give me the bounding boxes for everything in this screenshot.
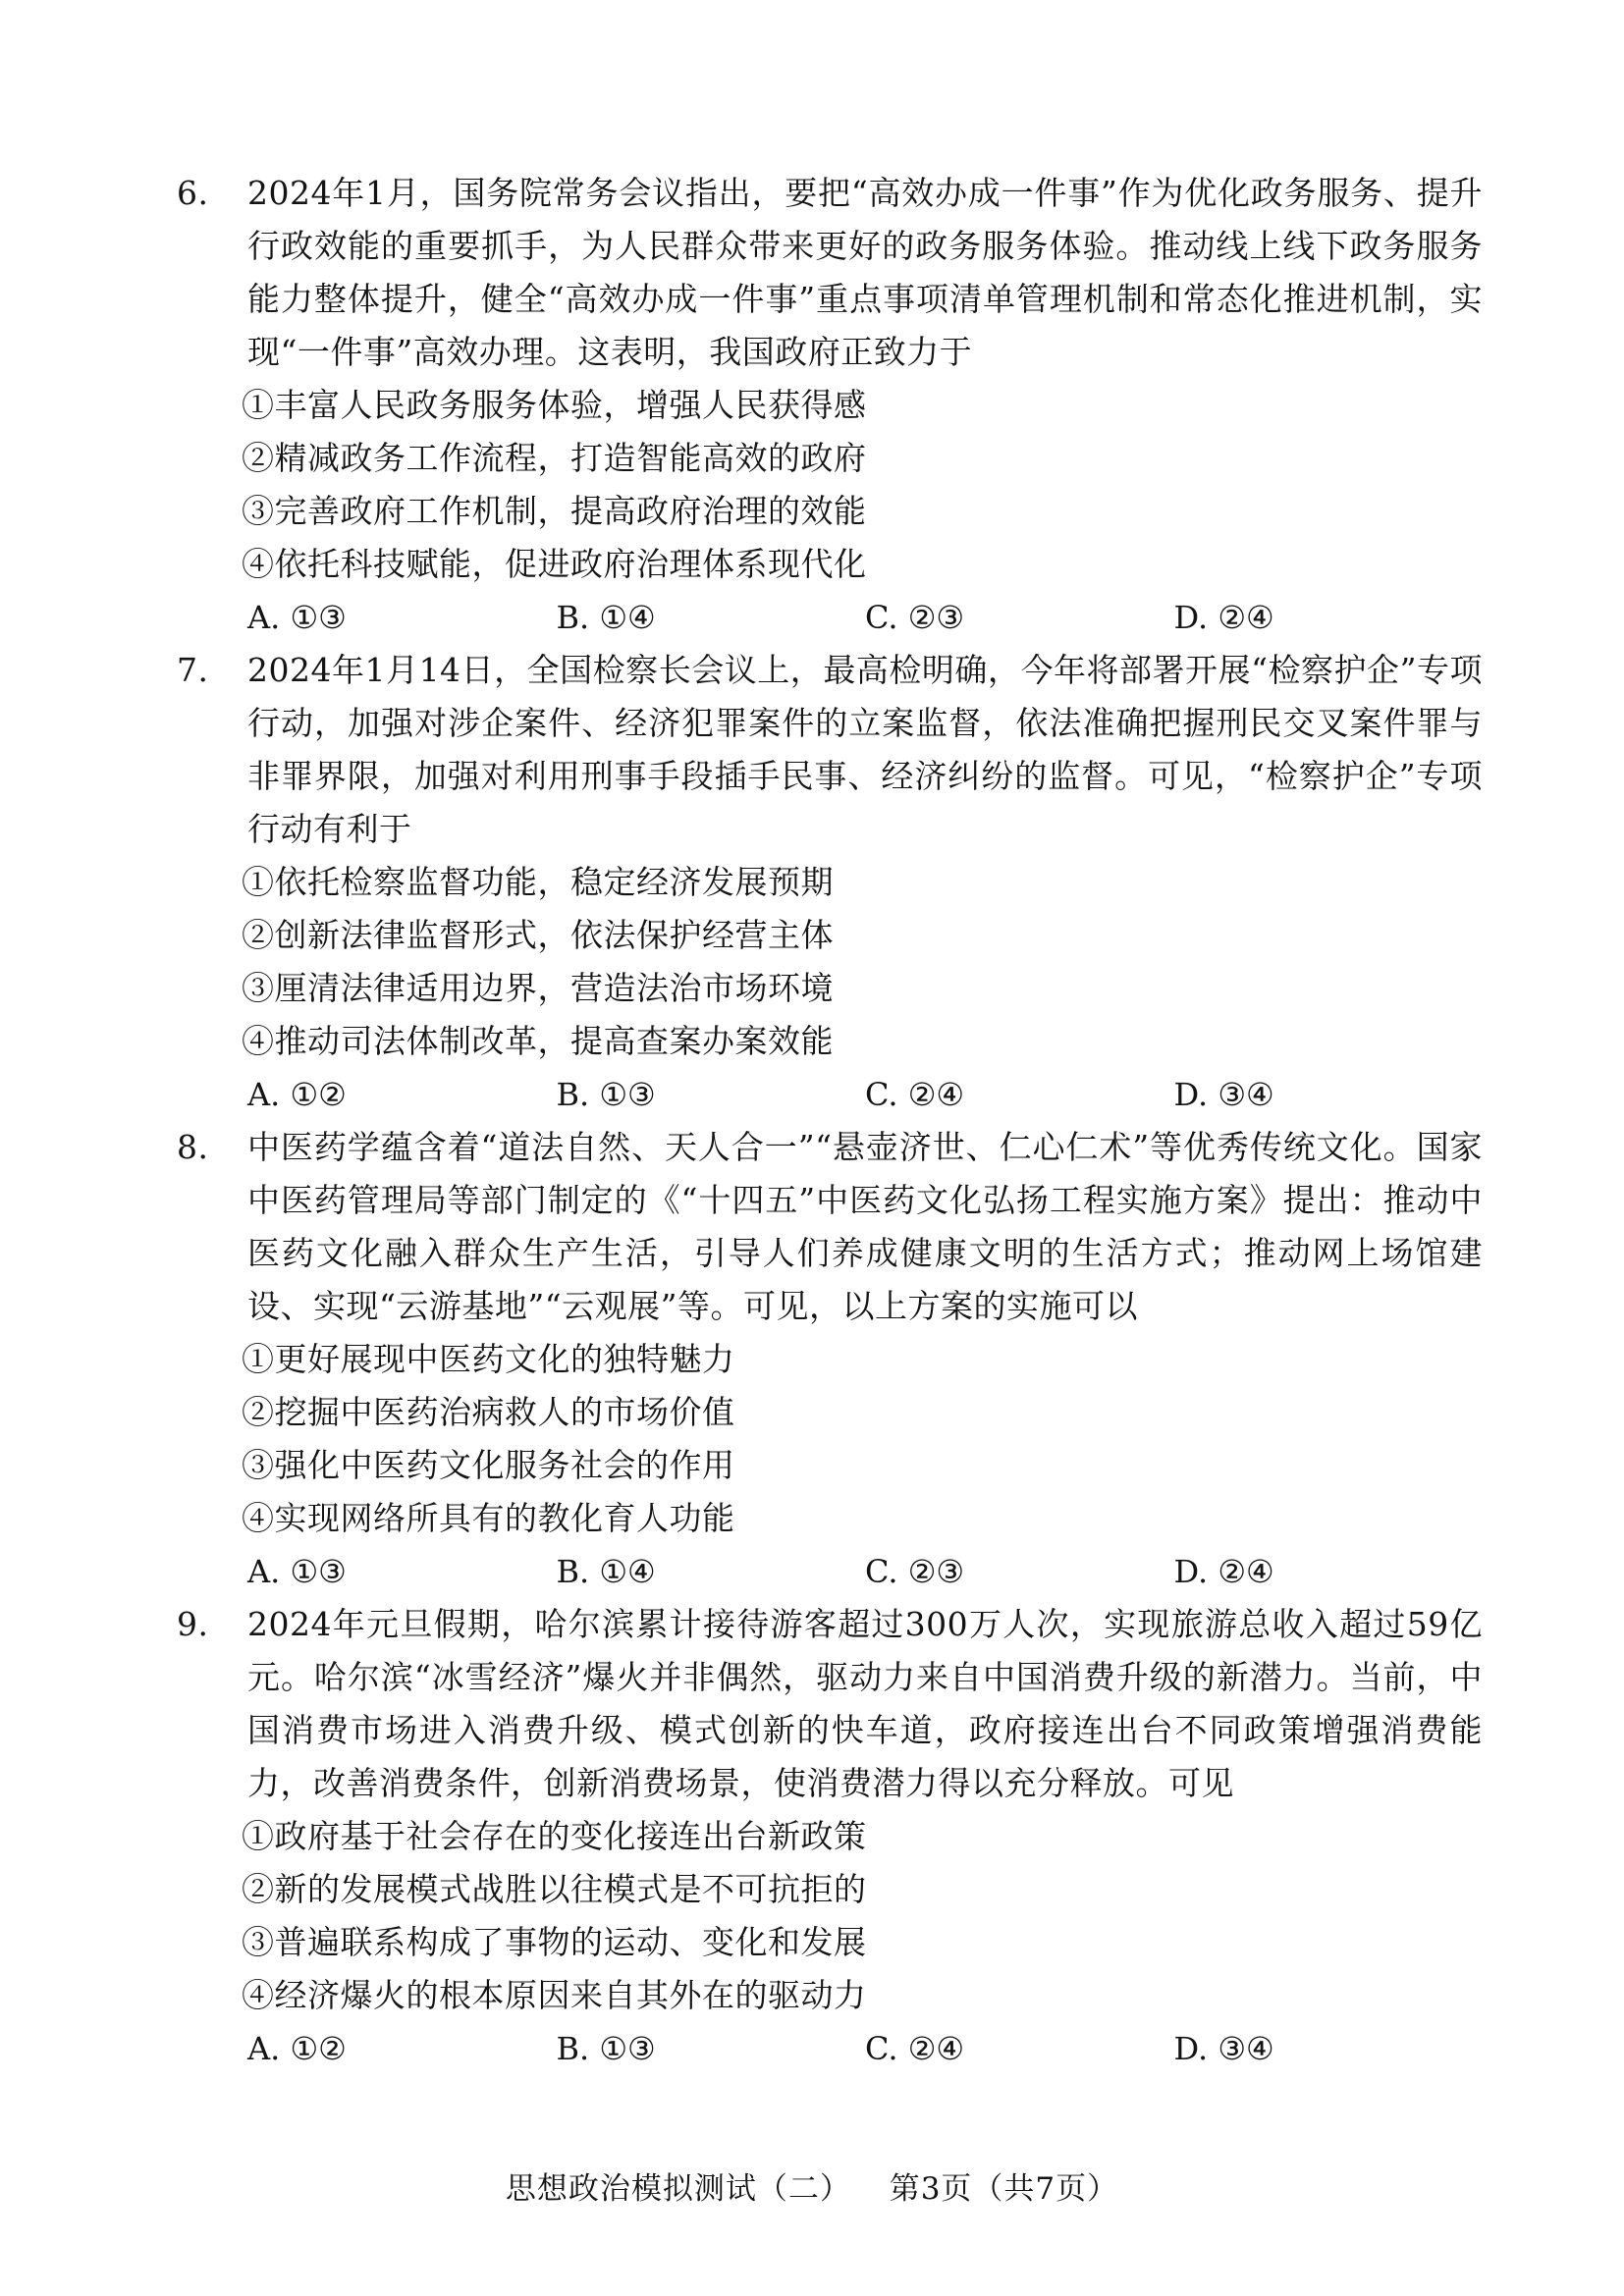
choice-d[interactable]: D. ②④ [1173,1553,1274,1590]
question-number: 6. [177,174,209,212]
question-stem [177,1121,1483,1333]
choice-b[interactable]: B. ①③ [556,2030,656,2067]
choice-c[interactable]: C. ②③ [865,1553,965,1590]
question-number: 7. [177,651,209,689]
statement-list [177,856,1483,1068]
statement-2: ②新的发展模式战胜以往模式是不可抗拒的 [242,1870,867,1908]
question-text: 2024年元旦假期，哈尔滨累计接待游客超过300万人次，实现旅游总收入超过59亿元。哈尔滨“冰雪经济”爆火并非偶然，驱动力来自中国消费升级的新潜力。当前，中国消费市场进入消费升级、模式创新的快车道，政府接连出台不同政策增强消费能力，改善消费条件，创新消费场景，使消费潜力得以充分释放。可见 [247,1605,1483,1802]
statement-1: ①丰富人民政务服务体验，增强人民获得感 [242,386,867,424]
answer-choices [177,591,1483,644]
page-footer [0,2167,1624,2211]
question-number: 8. [177,1128,209,1166]
choice-d[interactable]: D. ②④ [1173,599,1274,636]
answer-choices [177,1545,1483,1598]
choice-a[interactable]: A. ①③ [247,1553,347,1590]
question-6 [177,167,1483,644]
statement-list [177,1333,1483,1545]
statement-3: ③强化中医药文化服务社会的作用 [242,1446,735,1484]
choice-c[interactable]: C. ②③ [865,599,965,636]
statement-3: ③完善政府工作机制，提高政府治理的效能 [242,492,867,530]
question-number: 9. [177,1605,209,1643]
statement-1: ①依托检察监督功能，稳定经济发展预期 [242,863,834,901]
statement-list [177,379,1483,591]
statement-3: ③厘清法律适用边界，营造法治市场环境 [242,969,834,1007]
statement-4: ④实现网络所具有的教化育人功能 [242,1499,735,1537]
statement-4: ④经济爆火的根本原因来自其外在的驱动力 [242,1976,867,2014]
choice-a[interactable]: A. ①③ [247,599,347,636]
statement-1: ①更好展现中医药文化的独特魅力 [242,1340,735,1378]
choice-d[interactable]: D. ③④ [1173,1076,1274,1113]
statement-4: ④推动司法体制改革，提高查案办案效能 [242,1022,834,1060]
exam-title: 思想政治模拟测试（二） [505,2171,851,2207]
choice-a[interactable]: A. ①② [247,1076,347,1113]
choice-a[interactable]: A. ①② [247,2030,347,2067]
question-7 [177,644,1483,1121]
page-indicator: 第3页（共7页） [889,2171,1119,2207]
question-stem [177,644,1483,856]
question-stem [177,167,1483,379]
statement-3: ③普遍联系构成了事物的运动、变化和发展 [242,1923,867,1961]
answer-choices [177,2022,1483,2075]
statement-2: ②挖掘中医药治病救人的市场价值 [242,1393,735,1431]
choice-b[interactable]: B. ①③ [556,1076,656,1113]
statement-1: ①政府基于社会存在的变化接连出台新政策 [242,1817,867,1855]
question-stem [177,1598,1483,1810]
question-text: 中医药学蕴含着“道法自然、天人合一”“悬壶济世、仁心仁术”等优秀传统文化。国家中医药管理局等部门制定的《“十四五”中医药文化弘扬工程实施方案》提出：推动中医药文化融入群众生产生活，引导人们养成健康文明的生活方式；推动网上场馆建设、实现“云游基地”“云观展”等。可见，以上方案的实施可以 [247,1128,1483,1325]
choice-d[interactable]: D. ③④ [1173,2030,1274,2067]
choice-b[interactable]: B. ①④ [556,599,656,636]
question-9 [177,1598,1483,2075]
answer-choices [177,1068,1483,1121]
statement-4: ④依托科技赋能，促进政府治理体系现代化 [242,545,867,583]
question-8 [177,1121,1483,1598]
choice-b[interactable]: B. ①④ [556,1553,656,1590]
choice-c[interactable]: C. ②④ [865,2030,965,2067]
question-text: 2024年1月14日，全国检察长会议上，最高检明确，今年将部署开展“检察护企”专项行动，加强对涉企案件、经济犯罪案件的立案监督，依法准确把握刑民交叉案件罪与非罪界限，加强对利用刑事手段插手民事、经济纠纷的监督。可见，“检察护企”专项行动有利于 [247,651,1483,848]
statement-list [177,1810,1483,2022]
statement-2: ②精减政务工作流程，打造智能高效的政府 [242,439,867,477]
statement-2: ②创新法律监督形式，依法保护经营主体 [242,916,834,954]
question-text: 2024年1月，国务院常务会议指出，要把“高效办成一件事”作为优化政务服务、提升行政效能的重要抓手，为人民群众带来更好的政务服务体验。推动线上线下政务服务能力整体提升，健全“高效办成一件事”重点事项清单管理机制和常态化推进机制，实现“一件事”高效办理。这表明，我国政府正致力于 [247,174,1483,371]
choice-c[interactable]: C. ②④ [865,1076,965,1113]
